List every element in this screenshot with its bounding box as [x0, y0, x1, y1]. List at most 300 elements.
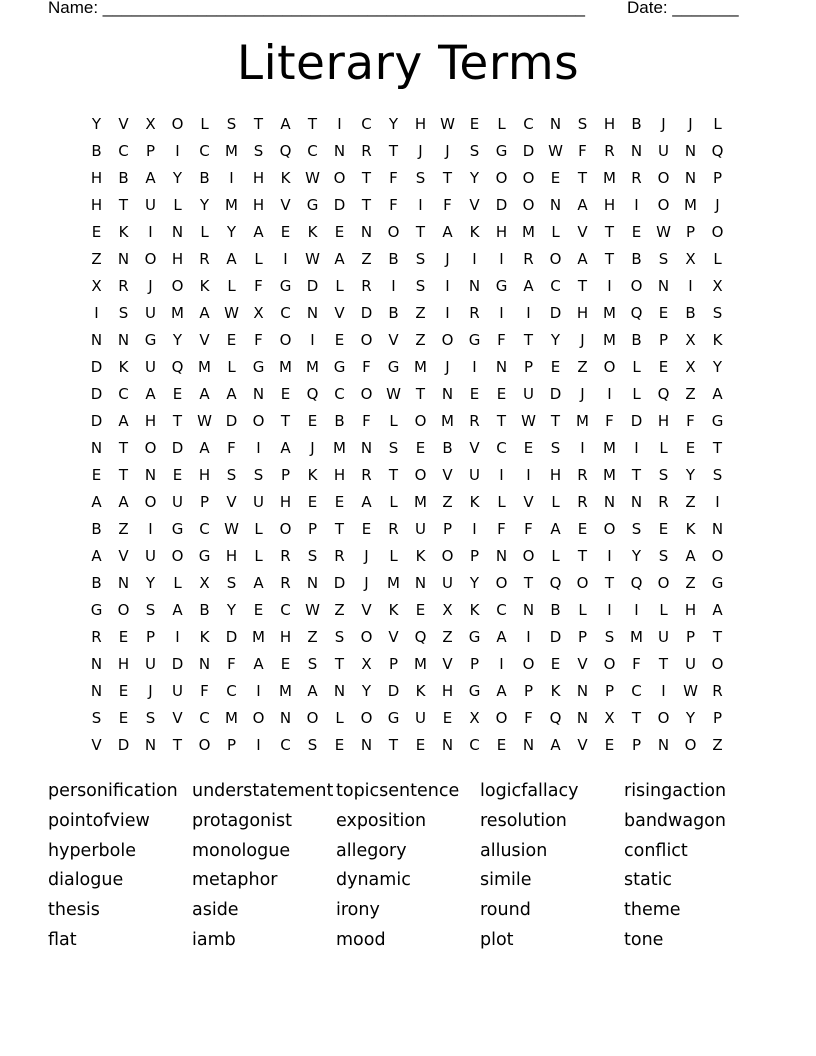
grid-letter[interactable]: N — [684, 169, 697, 187]
grid-letter[interactable]: T — [523, 574, 534, 592]
grid-letter[interactable]: Y — [226, 601, 237, 619]
grid-letter[interactable]: M — [414, 493, 427, 511]
grid-letter[interactable]: L — [659, 601, 668, 619]
grid-letter[interactable]: I — [580, 439, 585, 457]
grid-letter[interactable]: D — [90, 385, 103, 403]
grid-letter[interactable]: I — [499, 655, 504, 673]
grid-letter[interactable]: K — [118, 223, 129, 241]
grid-letter[interactable]: N — [144, 736, 157, 754]
grid-letter[interactable]: V — [334, 304, 345, 322]
grid-letter[interactable]: M — [684, 196, 697, 214]
grid-letter[interactable]: S — [550, 439, 561, 457]
grid-letter[interactable]: T — [712, 628, 723, 646]
grid-letter[interactable]: U — [469, 466, 480, 484]
grid-letter[interactable]: I — [661, 682, 666, 700]
grid-letter[interactable]: N — [495, 547, 508, 565]
grid-letter[interactable]: F — [524, 520, 533, 538]
grid-letter[interactable]: N — [90, 682, 103, 700]
grid-letter[interactable]: P — [388, 655, 399, 673]
grid-letter[interactable]: Z — [577, 358, 588, 376]
grid-letter[interactable]: R — [280, 547, 291, 565]
grid-letter[interactable]: I — [391, 277, 396, 295]
grid-letter[interactable]: Y — [550, 331, 561, 349]
grid-letter[interactable]: T — [172, 412, 183, 430]
grid-letter[interactable]: Z — [685, 574, 696, 592]
grid-letter[interactable]: Q — [711, 142, 724, 160]
grid-letter[interactable]: H — [117, 655, 130, 673]
grid-letter[interactable]: S — [712, 466, 723, 484]
grid-letter[interactable]: L — [173, 196, 182, 214]
grid-letter[interactable]: O — [711, 547, 724, 565]
grid-letter[interactable]: W — [521, 412, 536, 430]
grid-letter[interactable]: L — [632, 358, 641, 376]
grid-letter[interactable]: A — [199, 439, 210, 457]
grid-letter[interactable]: A — [226, 385, 237, 403]
grid-letter[interactable]: N — [657, 277, 670, 295]
grid-letter[interactable]: P — [145, 142, 156, 160]
grid-letter[interactable]: C — [550, 277, 561, 295]
grid-letter[interactable]: L — [173, 574, 182, 592]
grid-letter[interactable]: O — [414, 412, 427, 430]
grid-letter[interactable]: I — [256, 736, 261, 754]
grid-letter[interactable]: F — [254, 331, 263, 349]
grid-letter[interactable]: D — [549, 628, 562, 646]
grid-letter[interactable]: T — [388, 142, 399, 160]
grid-letter[interactable]: M — [522, 223, 535, 241]
grid-letter[interactable]: J — [148, 682, 153, 700]
grid-letter[interactable]: J — [364, 547, 369, 565]
grid-letter[interactable]: I — [607, 385, 612, 403]
grid-letter[interactable]: B — [118, 169, 129, 187]
grid-letter[interactable]: D — [333, 196, 346, 214]
grid-letter[interactable]: A — [523, 277, 534, 295]
grid-letter[interactable]: X — [469, 709, 480, 727]
grid-letter[interactable]: M — [198, 358, 211, 376]
grid-letter[interactable]: E — [550, 358, 561, 376]
grid-letter[interactable]: A — [253, 574, 264, 592]
grid-letter[interactable]: H — [576, 304, 589, 322]
grid-letter[interactable]: N — [90, 331, 103, 349]
grid-letter[interactable]: Z — [415, 304, 426, 322]
grid-letter[interactable]: O — [495, 169, 508, 187]
grid-letter[interactable]: T — [172, 736, 183, 754]
grid-letter[interactable]: E — [253, 601, 264, 619]
grid-letter[interactable]: O — [441, 547, 454, 565]
grid-letter[interactable]: N — [306, 574, 319, 592]
grid-letter[interactable]: I — [472, 358, 477, 376]
grid-letter[interactable]: J — [580, 385, 585, 403]
grid-letter[interactable]: V — [523, 493, 534, 511]
grid-letter[interactable]: I — [526, 304, 531, 322]
grid-letter[interactable]: P — [523, 358, 534, 376]
grid-letter[interactable]: Y — [172, 331, 183, 349]
grid-letter[interactable]: U — [253, 493, 264, 511]
grid-letter[interactable]: T — [118, 439, 129, 457]
grid-letter[interactable]: S — [415, 169, 426, 187]
grid-letter[interactable]: H — [252, 196, 265, 214]
grid-letter[interactable]: V — [361, 601, 372, 619]
grid-letter[interactable]: O — [360, 385, 373, 403]
grid-letter[interactable]: A — [91, 493, 102, 511]
grid-letter[interactable]: S — [226, 574, 237, 592]
grid-letter[interactable]: Y — [91, 115, 102, 133]
grid-letter[interactable]: D — [333, 574, 346, 592]
grid-letter[interactable]: S — [253, 142, 264, 160]
grid-letter[interactable]: S — [145, 601, 156, 619]
grid-letter[interactable]: U — [523, 385, 534, 403]
grid-letter[interactable]: O — [171, 115, 184, 133]
grid-letter[interactable]: O — [252, 412, 265, 430]
grid-letter[interactable]: R — [604, 142, 615, 160]
grid-letter[interactable]: G — [468, 682, 481, 700]
grid-letter[interactable]: N — [171, 223, 184, 241]
grid-letter[interactable]: H — [441, 682, 454, 700]
grid-letter[interactable]: R — [577, 466, 588, 484]
grid-letter[interactable]: Y — [685, 466, 696, 484]
grid-letter[interactable]: I — [283, 250, 288, 268]
grid-letter[interactable]: L — [713, 250, 722, 268]
grid-letter[interactable]: I — [418, 196, 423, 214]
grid-letter[interactable]: B — [199, 169, 210, 187]
grid-letter[interactable]: U — [172, 682, 183, 700]
grid-letter[interactable]: M — [603, 304, 616, 322]
grid-letter[interactable]: V — [442, 655, 453, 673]
grid-letter[interactable]: D — [495, 196, 508, 214]
grid-letter[interactable]: O — [522, 655, 535, 673]
grid-letter[interactable]: E — [496, 736, 507, 754]
grid-letter[interactable]: T — [253, 115, 264, 133]
grid-letter[interactable]: G — [495, 277, 508, 295]
grid-letter[interactable]: W — [656, 223, 671, 241]
grid-letter[interactable]: G — [171, 520, 184, 538]
grid-letter[interactable]: N — [522, 601, 535, 619]
grid-letter[interactable]: P — [307, 520, 318, 538]
grid-letter[interactable]: O — [603, 520, 616, 538]
grid-letter[interactable]: O — [171, 547, 184, 565]
grid-letter[interactable]: X — [685, 250, 696, 268]
grid-letter[interactable]: C — [118, 142, 129, 160]
grid-letter[interactable]: L — [389, 493, 398, 511]
grid-letter[interactable]: I — [256, 682, 261, 700]
grid-letter[interactable]: T — [550, 412, 561, 430]
grid-letter[interactable]: I — [310, 331, 315, 349]
grid-letter[interactable]: Y — [685, 709, 696, 727]
grid-letter[interactable]: L — [200, 223, 209, 241]
grid-letter[interactable]: I — [256, 439, 261, 457]
grid-letter[interactable]: A — [307, 682, 318, 700]
grid-letter[interactable]: A — [118, 412, 129, 430]
grid-letter[interactable]: Z — [685, 493, 696, 511]
grid-letter[interactable]: B — [631, 250, 642, 268]
grid-letter[interactable]: Q — [306, 385, 319, 403]
grid-letter[interactable]: O — [360, 331, 373, 349]
grid-letter[interactable]: O — [549, 250, 562, 268]
grid-letter[interactable]: P — [577, 628, 588, 646]
grid-letter[interactable]: X — [712, 277, 723, 295]
grid-letter[interactable]: I — [148, 520, 153, 538]
grid-letter[interactable]: P — [685, 628, 696, 646]
grid-letter[interactable]: M — [171, 304, 184, 322]
grid-letter[interactable]: P — [604, 682, 615, 700]
grid-letter[interactable]: C — [334, 385, 345, 403]
grid-letter[interactable]: G — [144, 331, 157, 349]
grid-letter[interactable]: V — [280, 196, 291, 214]
grid-letter[interactable]: Q — [549, 574, 562, 592]
grid-letter[interactable]: P — [280, 466, 291, 484]
grid-letter[interactable]: L — [551, 223, 560, 241]
grid-letter[interactable]: D — [171, 655, 184, 673]
grid-letter[interactable]: E — [172, 466, 183, 484]
grid-letter[interactable]: I — [445, 304, 450, 322]
grid-letter[interactable]: O — [603, 655, 616, 673]
grid-letter[interactable]: T — [388, 466, 399, 484]
grid-letter[interactable]: J — [580, 331, 585, 349]
grid-letter[interactable]: T — [415, 223, 426, 241]
grid-letter[interactable]: P — [658, 331, 669, 349]
grid-letter[interactable]: E — [469, 115, 480, 133]
grid-letter[interactable]: O — [306, 709, 319, 727]
grid-letter[interactable]: W — [224, 304, 239, 322]
grid-letter[interactable]: I — [175, 142, 180, 160]
grid-letter[interactable]: M — [414, 358, 427, 376]
grid-letter[interactable]: R — [469, 304, 480, 322]
grid-letter[interactable]: A — [361, 493, 372, 511]
grid-letter[interactable]: B — [91, 142, 102, 160]
grid-letter[interactable]: B — [91, 574, 102, 592]
grid-letter[interactable]: G — [90, 601, 103, 619]
grid-letter[interactable]: K — [415, 682, 426, 700]
grid-letter[interactable]: K — [469, 493, 480, 511]
grid-letter[interactable]: E — [415, 736, 426, 754]
grid-letter[interactable]: O — [279, 331, 292, 349]
grid-letter[interactable]: M — [279, 682, 292, 700]
grid-letter[interactable]: J — [661, 115, 666, 133]
grid-letter[interactable]: M — [576, 412, 589, 430]
grid-letter[interactable]: F — [443, 196, 452, 214]
grid-letter[interactable]: E — [469, 385, 480, 403]
grid-letter[interactable]: F — [497, 331, 506, 349]
grid-letter[interactable]: O — [576, 574, 589, 592]
grid-letter[interactable]: D — [117, 736, 130, 754]
grid-letter[interactable]: M — [603, 331, 616, 349]
grid-letter[interactable]: W — [305, 250, 320, 268]
grid-letter[interactable]: O — [414, 466, 427, 484]
grid-letter[interactable]: F — [389, 169, 398, 187]
grid-letter[interactable]: M — [630, 628, 643, 646]
grid-letter[interactable]: R — [469, 412, 480, 430]
grid-letter[interactable]: D — [630, 412, 643, 430]
grid-letter[interactable]: L — [578, 601, 587, 619]
grid-letter[interactable]: T — [631, 466, 642, 484]
grid-letter[interactable]: H — [603, 196, 616, 214]
grid-letter[interactable]: Y — [145, 574, 156, 592]
grid-letter[interactable]: K — [685, 520, 696, 538]
grid-letter[interactable]: U — [658, 628, 669, 646]
grid-letter[interactable]: N — [630, 493, 643, 511]
grid-letter[interactable]: K — [307, 466, 318, 484]
grid-letter[interactable]: S — [658, 250, 669, 268]
grid-letter[interactable]: G — [711, 412, 724, 430]
grid-letter[interactable]: K — [307, 223, 318, 241]
grid-letter[interactable]: Z — [415, 331, 426, 349]
grid-letter[interactable]: T — [307, 115, 318, 133]
grid-letter[interactable]: O — [144, 439, 157, 457]
grid-letter[interactable]: S — [307, 655, 318, 673]
grid-letter[interactable]: V — [172, 709, 183, 727]
grid-letter[interactable]: S — [388, 439, 399, 457]
grid-letter[interactable]: C — [496, 439, 507, 457]
grid-letter[interactable]: P — [712, 169, 723, 187]
grid-letter[interactable]: P — [145, 628, 156, 646]
grid-letter[interactable]: I — [499, 250, 504, 268]
grid-letter[interactable]: D — [90, 412, 103, 430]
grid-letter[interactable]: H — [90, 196, 103, 214]
grid-letter[interactable]: A — [253, 655, 264, 673]
grid-letter[interactable]: V — [199, 331, 210, 349]
grid-letter[interactable]: X — [199, 574, 210, 592]
grid-letter[interactable]: C — [118, 385, 129, 403]
grid-letter[interactable]: E — [685, 439, 696, 457]
grid-letter[interactable]: A — [199, 304, 210, 322]
grid-letter[interactable]: N — [414, 574, 427, 592]
grid-letter[interactable]: T — [577, 277, 588, 295]
grid-letter[interactable]: S — [145, 709, 156, 727]
grid-letter[interactable]: D — [225, 412, 238, 430]
grid-letter[interactable]: N — [711, 520, 724, 538]
grid-letter[interactable]: L — [227, 358, 236, 376]
grid-letter[interactable]: A — [118, 493, 129, 511]
grid-letter[interactable]: T — [604, 223, 615, 241]
grid-letter[interactable]: Y — [361, 682, 372, 700]
grid-letter[interactable]: R — [361, 466, 372, 484]
grid-letter[interactable]: B — [91, 520, 102, 538]
grid-letter[interactable]: V — [577, 223, 588, 241]
grid-letter[interactable]: A — [91, 547, 102, 565]
grid-letter[interactable]: H — [657, 412, 670, 430]
grid-letter[interactable]: N — [657, 736, 670, 754]
grid-letter[interactable]: N — [603, 493, 616, 511]
grid-letter[interactable]: T — [334, 520, 345, 538]
grid-letter[interactable]: N — [441, 385, 454, 403]
grid-letter[interactable]: F — [497, 520, 506, 538]
grid-letter[interactable]: X — [253, 304, 264, 322]
grid-letter[interactable]: P — [469, 655, 480, 673]
grid-letter[interactable]: A — [685, 547, 696, 565]
grid-letter[interactable]: V — [469, 439, 480, 457]
grid-letter[interactable]: H — [684, 601, 697, 619]
grid-letter[interactable]: E — [118, 682, 129, 700]
grid-letter[interactable]: V — [388, 331, 399, 349]
grid-letter[interactable]: T — [361, 169, 372, 187]
grid-letter[interactable]: B — [550, 601, 561, 619]
grid-letter[interactable]: E — [334, 331, 345, 349]
grid-letter[interactable]: P — [442, 520, 453, 538]
grid-letter[interactable]: P — [199, 493, 210, 511]
grid-letter[interactable]: S — [469, 142, 480, 160]
grid-letter[interactable]: O — [171, 277, 184, 295]
grid-letter[interactable]: C — [199, 142, 210, 160]
grid-letter[interactable]: R — [91, 628, 102, 646]
grid-letter[interactable]: I — [607, 547, 612, 565]
grid-letter[interactable]: P — [631, 736, 642, 754]
grid-letter[interactable]: Y — [172, 169, 183, 187]
grid-letter[interactable]: K — [550, 682, 561, 700]
grid-letter[interactable]: E — [550, 169, 561, 187]
grid-letter[interactable]: N — [468, 277, 481, 295]
grid-letter[interactable]: M — [306, 358, 319, 376]
grid-letter[interactable]: R — [523, 250, 534, 268]
grid-letter[interactable]: Y — [226, 223, 237, 241]
grid-letter[interactable]: E — [91, 223, 102, 241]
grid-letter[interactable]: L — [659, 439, 668, 457]
grid-letter[interactable]: I — [472, 250, 477, 268]
grid-letter[interactable]: L — [713, 115, 722, 133]
grid-letter[interactable]: V — [118, 547, 129, 565]
grid-letter[interactable]: T — [577, 169, 588, 187]
grid-letter[interactable]: B — [388, 250, 399, 268]
grid-letter[interactable]: O — [657, 574, 670, 592]
grid-letter[interactable]: Y — [199, 196, 210, 214]
grid-letter[interactable]: E — [280, 655, 291, 673]
grid-letter[interactable]: B — [442, 439, 453, 457]
grid-letter[interactable]: E — [523, 439, 534, 457]
grid-letter[interactable]: T — [604, 574, 615, 592]
grid-letter[interactable]: F — [389, 196, 398, 214]
grid-letter[interactable]: O — [252, 709, 265, 727]
grid-letter[interactable]: G — [495, 142, 508, 160]
grid-letter[interactable]: T — [118, 466, 129, 484]
grid-letter[interactable]: N — [441, 736, 454, 754]
grid-letter[interactable]: N — [306, 304, 319, 322]
grid-letter[interactable]: A — [577, 196, 588, 214]
grid-letter[interactable]: A — [496, 628, 507, 646]
grid-letter[interactable]: D — [549, 304, 562, 322]
grid-letter[interactable]: H — [279, 628, 292, 646]
grid-letter[interactable]: F — [686, 412, 695, 430]
grid-letter[interactable]: Y — [712, 358, 723, 376]
grid-letter[interactable]: Q — [630, 304, 643, 322]
grid-letter[interactable]: Z — [361, 250, 372, 268]
grid-letter[interactable]: N — [684, 142, 697, 160]
grid-letter[interactable]: S — [253, 466, 264, 484]
grid-letter[interactable]: T — [118, 196, 129, 214]
grid-letter[interactable]: I — [94, 304, 99, 322]
grid-letter[interactable]: N — [144, 466, 157, 484]
grid-letter[interactable]: G — [468, 331, 481, 349]
grid-letter[interactable]: B — [631, 331, 642, 349]
grid-letter[interactable]: V — [577, 736, 588, 754]
grid-letter[interactable]: I — [634, 196, 639, 214]
grid-letter[interactable]: R — [712, 682, 723, 700]
grid-letter[interactable]: T — [604, 250, 615, 268]
grid-letter[interactable]: O — [360, 628, 373, 646]
grid-letter[interactable]: A — [712, 601, 723, 619]
grid-letter[interactable]: G — [198, 547, 211, 565]
grid-letter[interactable]: E — [118, 628, 129, 646]
grid-letter[interactable]: B — [199, 601, 210, 619]
grid-letter[interactable]: D — [387, 682, 400, 700]
grid-letter[interactable]: F — [362, 358, 371, 376]
grid-letter[interactable]: P — [469, 547, 480, 565]
grid-letter[interactable]: T — [388, 736, 399, 754]
grid-letter[interactable]: H — [414, 115, 427, 133]
grid-letter[interactable]: Z — [685, 385, 696, 403]
grid-letter[interactable]: S — [118, 304, 129, 322]
grid-letter[interactable]: T — [280, 412, 291, 430]
grid-letter[interactable]: M — [603, 439, 616, 457]
grid-letter[interactable]: C — [280, 601, 291, 619]
grid-letter[interactable]: A — [712, 385, 723, 403]
